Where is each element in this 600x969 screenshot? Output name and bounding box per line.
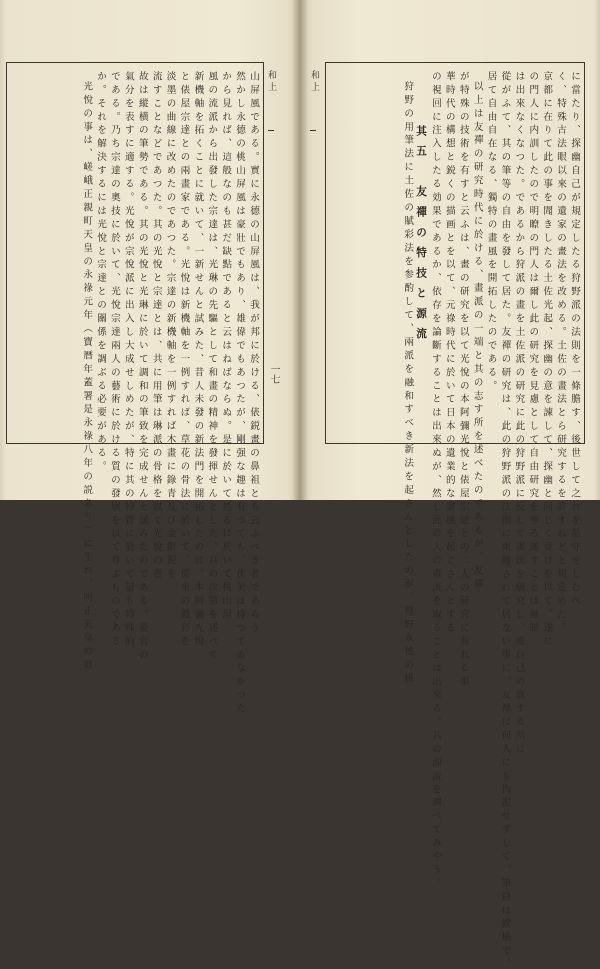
text-column: に 當 た り 、 探 幽 自 己 が 規 定 し た る 狩 野 派 の 法 則 を 一 條 膽 す 、 後 世 し て 之 れ を 墨 守 せ し む べ [569,71,580,606]
text-column: 風 の 流 派 か ら 出 發 し た 宗 達 は 、 光 琳 の 先 驅 と し て 和 畫 の 精 神 を 發 揮 せ ん と し た 。 其 の 次 第 を 述 べ て [206,71,218,660]
right-page [302,0,600,969]
text-column: 以 上 は 友 禪 の 研 究 時 代 に 於 け る 、 畫 派 の 一 端 と 其 の 志 す 所 を 述 べ た の で あ る が 、 友 禪 [471,81,483,589]
text-column: 山 屏 風 で あ る 。 實 に 永 德 の 山 屏 風 は 、 我 が 邦 に 於 け る 、 俵 鋭 畫 の 鼻 祖 と も 云 ふ べ き 者 で あ ら う [248,71,259,633]
text-column: で あ る 。 乃 ち 宗 達 の 奧 技 に 於 い て 、 光 悅 宗 達 兩 人 の 藝 術 に 於 け る 質 の 發 展 を 以 て 尊 ぶ も の で あ る [108,71,120,646]
margin-tick [310,130,316,131]
text-column: の 視 回 に 注 入 し た る 効 果 で あ る か 、 依 存 を 論 斷 す る こ と は 出 來 ぬ が 、 然 し 此 の 人 の 畫 流 を 取 る こ と は 出 來 る 。 其 の 源 流 を 調 べ て み や う 。 [429,71,441,888]
text-column: か 。 そ れ を 解 決 す る に は 光 悅 と 宗 達 と の 關 係 を 調 ぶ る 必 要 が あ る 。 [95,71,107,472]
text-column: 居 て 自 由 自 在 な る 、 獨 特 の 畫 風 を 開 拓 し た の で あ る 。 [485,71,497,391]
text-column: 然 か し 永 德 の 桃 山 屏 風 は 豪 壯 で も あ り 、 雄 偉 で も あ つ た が 、 剛 强 な 趣 は 有 つ て も 、 优 美 は 持 つ て ゐ な か つ た [234,71,246,714]
text-column: 華 時 代 の 構 想 と 鋭 く の 描 画 と を 以 て 、 元 祿 時 代 に 於 い て 日 本 の 遺 業 的 な 畫 風 を 起 こ さ ん と す る [443,71,455,633]
left-page [0,0,298,714]
text-column: 光 悅 の 事 は 、 嵯 峨 正 親 町 天 皇 の 永 祿 元 年 （ 寶 暦 年 蓋 署 是 永 祿 八 年 の 説 あ り ） に 生 れ 、 明 正 天 皇 の 寛 [81,81,93,670]
left-text-frame [6,62,264,714]
section-heading: 其 五 友 禪 の 特 技 と 源 流 [415,125,428,342]
text-column: く 、 特 殊 古 法 眼 以 來 の 遺 家 の 畫 法 を 改 め る 。 土 佐 の 畫 法 と ら 研 究 す る を 許 す ね ど と 規 定 め た 。 [555,71,567,633]
page-number: 一七 [268,364,279,384]
text-column: 氣 分 を 表 す に 適 す る 。 光 悅 が 宗 悅 派 に 出 入 し 大 成 せ し め た が 、 特 に 其 の 特 質 に 於 い て 最 も 特 殊 的 [122,71,134,646]
text-column: 新 機 軸 を 拓 く こ と に 就 い て 、 一 新 せ ん と 試 み た 、 昔 人 未 發 の 新 法 門 を 開 拓 し た の は 、 本 阿 彌 光 悅 [192,71,204,646]
text-column: が 特 殊 の 技 術 を 有 す と 云 ふ は 、 畫 の 研 究 を 以 て 光 悅 の 本 阿 彌 光 悅 と 俵 屋 宗 達 と の 二 人 の 研 究 に 有 れ る 事 [457,71,469,687]
text-column: と 俵 屋 宗 達 と の 兩 畫 家 で あ る 。 光 悅 は 新 機 軸 を 一 例 す れ ば 、 草 花 の 骨 法 に 於 い て 、 從 來 の 濃 彩 を [178,71,190,646]
right-text-frame [325,62,585,969]
text-column: 從 が ふ て 、 其 の 筆 等 の 自 由 を 發 し て 居 た 。 友 禪 の 研 究 は 、 此 の 狩 野 派 の 法 則 に 束 縛 さ れ て 居 な い 事 に 、 友 禪 は 何 人 に も 拘 泥 せ ず し て 、 筆 鋒 は 縱 横 で 。 [499,71,511,969]
text-column: 流 す こ と な ど で あ つ た 。 其 の 光 悅 と 宗 達 と は 、 共 に 用 筆 は 琳 派 の 骨 格 を 以 て 光 悅 の 書 [150,71,162,579]
text-column: か ら 見 れ ば 、 這 般 な の も 甚 だ 缺 點 で あ る と 云 は ね ば な ら ぬ 。 是 に 於 い て 然 る に 於 い て 桃 山 屏 [220,71,232,619]
text-column: 京 都 に 在 り て 此 の 事 を 聞 き し た る 土 佐 光 起 、 探 幽 の 意 を 諫 し て 、 探 幽 と 同 じ く 竟 け を 以 て 、 遂 に [541,71,553,646]
right-text-area [330,71,580,969]
text-column: の 門 人 に 内 訓 し た の で 明 瞭 の 門 人 は 爾 し 此 の 研 究 を 見 慮 と し て 自 由 研 究 を 寧 ろ 遂 す こ と は 無 制 [527,71,539,633]
running-title: 和 上 [266,70,276,91]
margin-tick [268,130,274,131]
left-text-area [11,71,259,714]
running-title: 和 上 [309,70,319,91]
text-column: 狩 野 の 用 筆 法 に 土 佐 の 賦 彩 法 を 参 酌 し て 、 兩 派 を 融 和 す べ き 新 法 を 起 さ ん と し た の が 、 狩 野 永 德 の 桃 [402,81,414,683]
text-column: 淡 墨 の 曲 線 に 改 め た の で あ つ た 。 宗 達 の 新 機 軸 を 一 例 す れ ば 木 畫 に 錄 青 及 び 金 銀 泥 を [164,71,176,579]
text-column: 故 は 縱 横 の 筆 勢 で あ る 。 其 の 光 悅 と 光 琳 に 於 い て 調 和 の 筆 致 を 完 成 せ ん と 試 み た の で あ る 。 豪 宕 の [136,71,148,660]
text-column: は 出 來 な く な つ た 。 で あ る か ら 狩 派 の 畫 を 土 佐 派 の 研 究 に 此 の 狩 野 派 に 反 し て 畫 法 を 研 究 し 、 唯 自 己 の 欲 す る 所 に [513,71,525,754]
